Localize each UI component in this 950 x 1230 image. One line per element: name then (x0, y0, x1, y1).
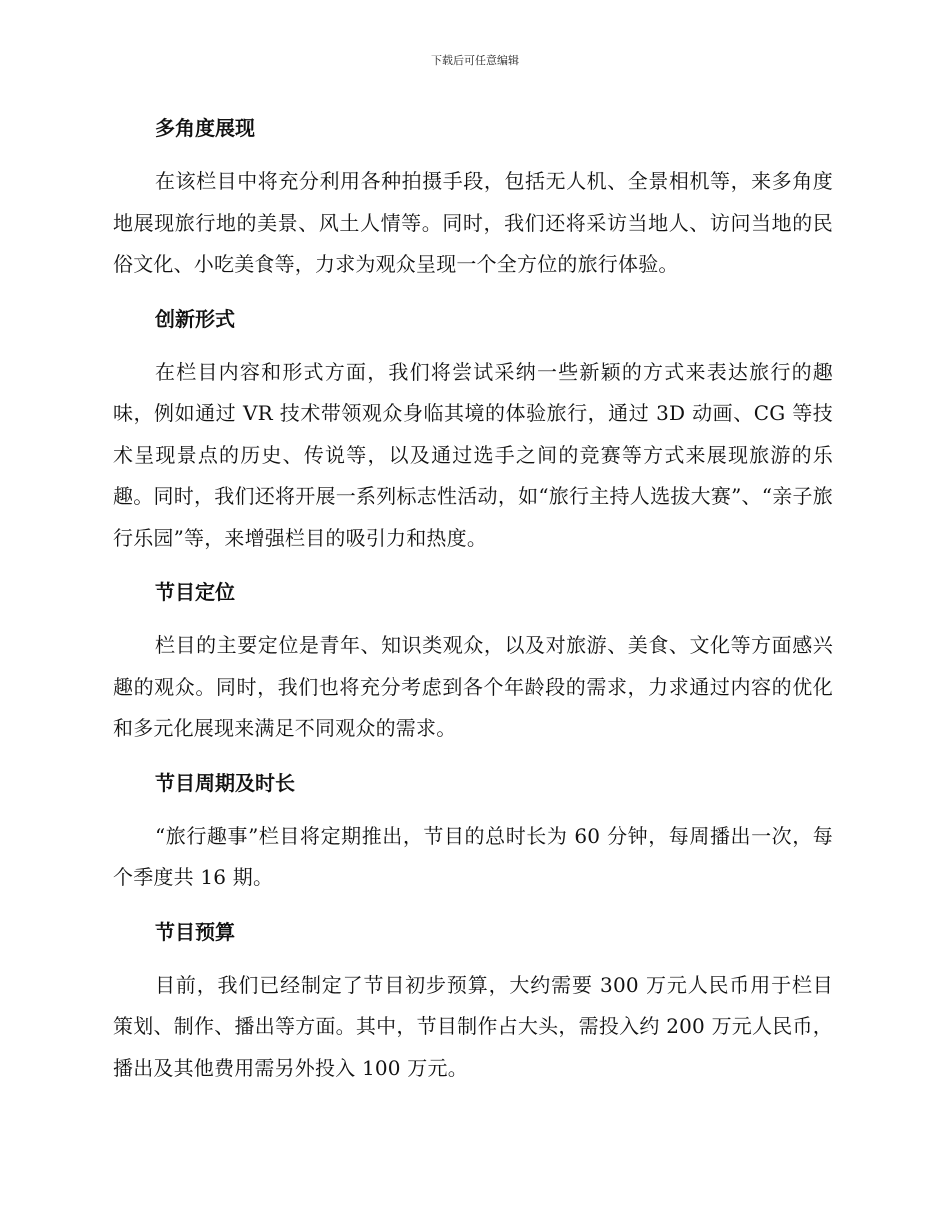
section-body-innovative-form: 在栏目内容和形式方面，我们将尝试采纳一些新颖的方式来表达旅行的趣味，例如通过 VR 技术带领观众身临其境的体验旅行，通过 3D 动画、CG 等技术呈现景点的历史、传说等，以及通过选手之间的竞赛等方式来展现旅游的乐趣。同时，我们还将开展一系列标志性活动，如“旅行主持人选拔大赛”、“亲子旅行乐园”等，来增强栏目的吸引力和热度。 (113, 359, 833, 550)
section-heading-budget: 节目预算 (155, 919, 235, 944)
section-body-schedule: “旅行趣事”栏目将定期推出，节目的总时长为 60 分钟，每周播出一次，每个季度共 16 期。 (113, 823, 833, 889)
section-body-multi-angle: 在该栏目中将充分利用各种拍摄手段，包括无人机、全景相机等，来多角度地展现旅行地的美景、风土人情等。同时，我们还将采访当地人、访问当地的民俗文化、小吃美食等，力求为观众呈现一个全方位的旅行体验。 (113, 169, 833, 276)
page-header-note: 下载后可任意编辑 (431, 54, 519, 67)
section-heading-positioning: 节目定位 (155, 580, 235, 604)
section-heading-innovative-form: 创新形式 (155, 306, 235, 331)
section-body-budget: 目前，我们已经制定了节目初步预算，大约需要 300 万元人民币用于栏目策划、制作、播出等方面。其中，节目制作占大头，需投入约 200 万元人民币，播出及其他费用需另外投入 100 万元。 (113, 972, 833, 1080)
document-content (113, 108, 833, 1102)
section-heading-schedule: 节目周期及时长 (155, 770, 295, 795)
section-body-positioning: 栏目的主要定位是青年、知识类观众，以及对旅游、美食、文化等方面感兴趣的观众。同时，我们也将充分考虑到各个年龄段的需求，力求通过内容的优化和多元化展现来满足不同观众的需求。 (113, 633, 833, 740)
section-heading-multi-angle: 多角度展现 (155, 116, 255, 140)
